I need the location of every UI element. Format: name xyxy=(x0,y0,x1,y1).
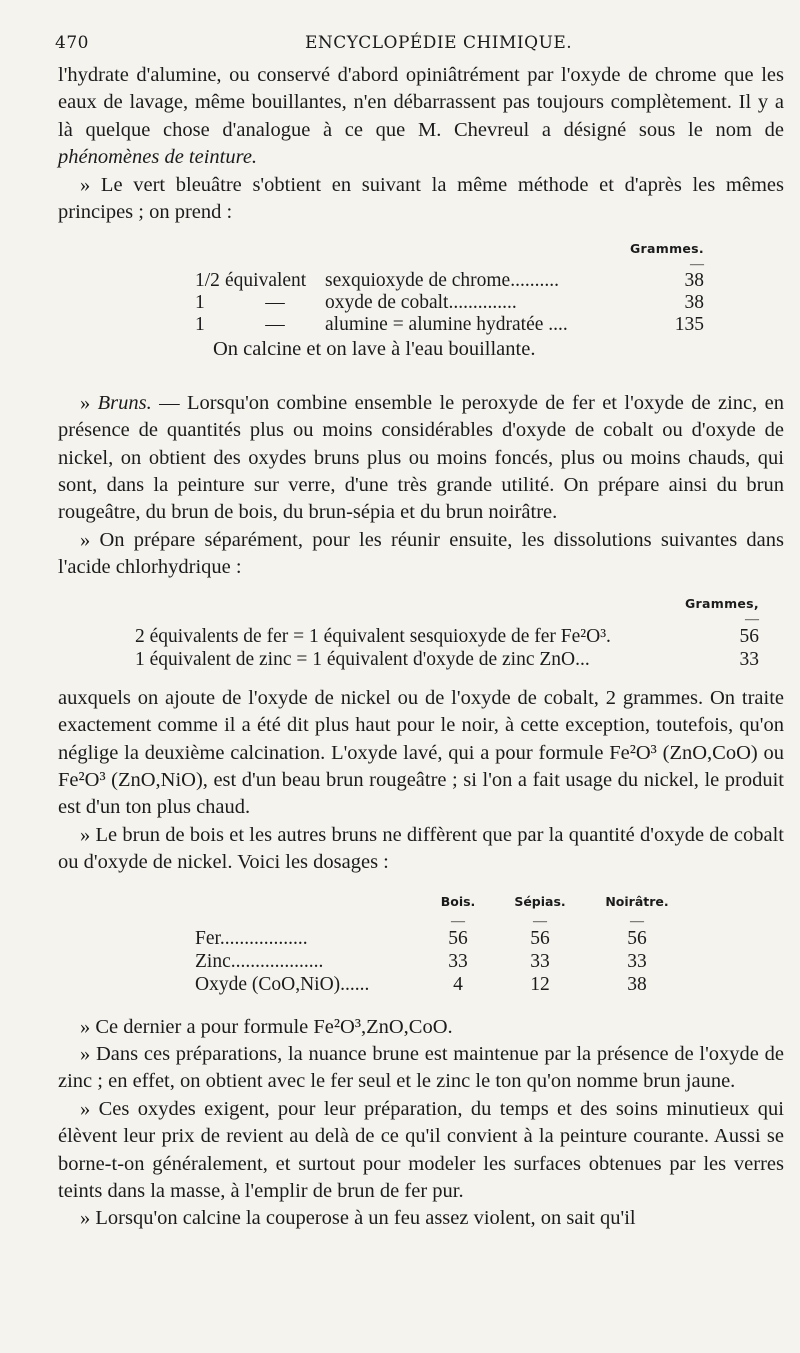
row-value: 33 xyxy=(448,950,468,972)
dosage-table xyxy=(195,889,683,996)
paragraph: » Lorsqu'on calcine la couperose à un feu assez violent, on sait qu'il xyxy=(80,1207,636,1230)
table-row xyxy=(195,270,704,292)
row-label: oxyde de cobalt.............. xyxy=(325,292,517,314)
row-value: 56 xyxy=(448,927,468,949)
row-quantity: 1 xyxy=(195,292,205,314)
row-value: 4 xyxy=(453,973,463,995)
row-value: 38 xyxy=(684,270,704,292)
table-row xyxy=(135,648,759,671)
row-label: Zinc................... xyxy=(195,950,324,972)
paragraph: » Dans ces préparations, la nuance brune est maintenue par la présence de l'oxyde de zinc ; en effet, on obtient avec le fer seul et le zinc le ton qu'on nomme brun jaune. xyxy=(58,1042,784,1093)
paragraph: » On prépare séparément, pour les réunir ensuite, les dissolutions suivantes dans l'acide chlorhydrique : xyxy=(58,528,784,579)
row-value: 38 xyxy=(627,973,647,995)
section-term: Bruns. xyxy=(97,391,152,414)
paragraph: auxquels on ajoute de l'oxyde de nickel ou de l'oxyde de cobalt, 2 grammes. On traite exactement comme il a été dit plus haut pour le noir, à cette exception, toutefois, qu'on néglige la deuxième calcination. L'oxyde lavé, qui a pour formule Fe²O³ (ZnO,CoO) ou Fe²O³ (ZnO,NiO), est d'un beau brun rougeâtre ; si l'on a fait usage du nickel, le produit est d'un ton plus chaud. xyxy=(58,686,784,819)
row-label: 2 équivalents de fer = 1 équivalent sesquioxyde de fer Fe²O³. xyxy=(135,625,611,647)
italic-term: phénomènes de teinture. xyxy=(58,146,258,169)
page-number: 470 xyxy=(55,33,89,53)
paragraph-text: l'hydrate d'alumine, ou conservé d'abord opiniâtrément par l'oxyde de chrome que les eaux de lavage, même bouillantes, n'en débarrassent pas toujours complètement. Il y a là quelque chose d'analogue à ce que M. Chevreul a désigné sous le nom de xyxy=(58,64,784,141)
column-rule: — xyxy=(630,913,644,929)
row-unit: — xyxy=(265,292,285,314)
column-rule: — xyxy=(533,913,547,929)
paragraph: » Ce dernier a pour formule Fe²O³,ZnO,CoO. xyxy=(80,1015,453,1038)
running-title: ENCYCLOPÉDIE CHIMIQUE. xyxy=(305,33,573,53)
table-row xyxy=(195,973,683,996)
row-label: sexquioxyde de chrome.......... xyxy=(325,270,559,292)
row-label: alumine = alumine hydratée .... xyxy=(325,314,568,336)
unit-header: Grammes, xyxy=(685,595,759,611)
column-rule: — xyxy=(744,611,759,627)
column-rule: — xyxy=(451,913,465,929)
paragraph-mark: » xyxy=(80,391,98,414)
table-row xyxy=(195,292,704,314)
table-row xyxy=(195,927,683,950)
row-label: Fer.................. xyxy=(195,927,308,949)
row-unit: équivalent xyxy=(225,270,307,292)
row-label: Oxyde (CoO,NiO)...... xyxy=(195,973,370,995)
table-note: On calcine et on lave à l'eau bouillante. xyxy=(213,338,536,361)
row-value: 12 xyxy=(530,973,550,995)
paragraph: » Le brun de bois et les autres bruns ne diffèrent que par la quantité d'oxyde de cobalt ou d'oxyde de nickel. Voici les dosages : xyxy=(58,823,784,874)
column-rule: — xyxy=(689,257,704,273)
row-value: 135 xyxy=(674,314,704,336)
row-quantity: 1 xyxy=(195,314,205,336)
row-unit: — xyxy=(265,314,285,336)
table-row xyxy=(195,314,704,336)
recipe-table-vert xyxy=(195,238,704,336)
page-body xyxy=(58,62,784,1233)
paragraph: » Le vert bleuâtre s'obtient en suivant la même méthode et d'après les mêmes principes ; on prend : xyxy=(58,173,784,224)
paragraph xyxy=(58,390,784,527)
column-header-noiratre: Noirâtre. xyxy=(605,893,669,909)
paragraph xyxy=(58,62,784,172)
unit-header: Grammes. xyxy=(630,241,704,257)
row-value: 56 xyxy=(530,927,550,949)
solutions-table xyxy=(135,592,759,671)
paragraph: » Ces oxydes exigent, pour leur préparation, du temps et des soins minutieux qui élèvent leur prix de revient au delà de ce qu'il convient à la peinture courante. Aussi se borne-t-on généralement, et surtout pour modeler les surfaces obtenues par les verres teints dans la masse, à l'emplir de brun de fer pur. xyxy=(58,1097,784,1202)
column-header-bois: Bois. xyxy=(440,893,476,909)
column-header-sepias: Sépias. xyxy=(514,893,566,909)
table-row xyxy=(195,950,683,973)
table-row xyxy=(135,625,759,648)
row-value: 38 xyxy=(684,292,704,314)
row-value: 33 xyxy=(739,648,759,670)
row-value: 56 xyxy=(627,927,647,949)
row-quantity: 1/2 xyxy=(195,270,220,292)
row-value: 33 xyxy=(627,950,647,972)
paragraph-text: — Lorsqu'on combine ensemble le peroxyde de fer et l'oxyde de zinc, en présence de quantités plus ou moins considérables d'oxyde de cobalt ou d'oxyde de nickel, on obtient des oxydes bruns plus ou moins foncés, plus ou moins chauds, qui sont, dans la peinture sur verre, d'une très grande utilité. On prépare ainsi du brun rougeâtre, du brun de bois, du brun-sépia et du brun noirâtre. xyxy=(58,391,784,524)
row-label: 1 équivalent de zinc = 1 équivalent d'oxyde de zinc ZnO... xyxy=(135,648,590,670)
row-value: 33 xyxy=(530,950,550,972)
row-value: 56 xyxy=(739,625,759,647)
